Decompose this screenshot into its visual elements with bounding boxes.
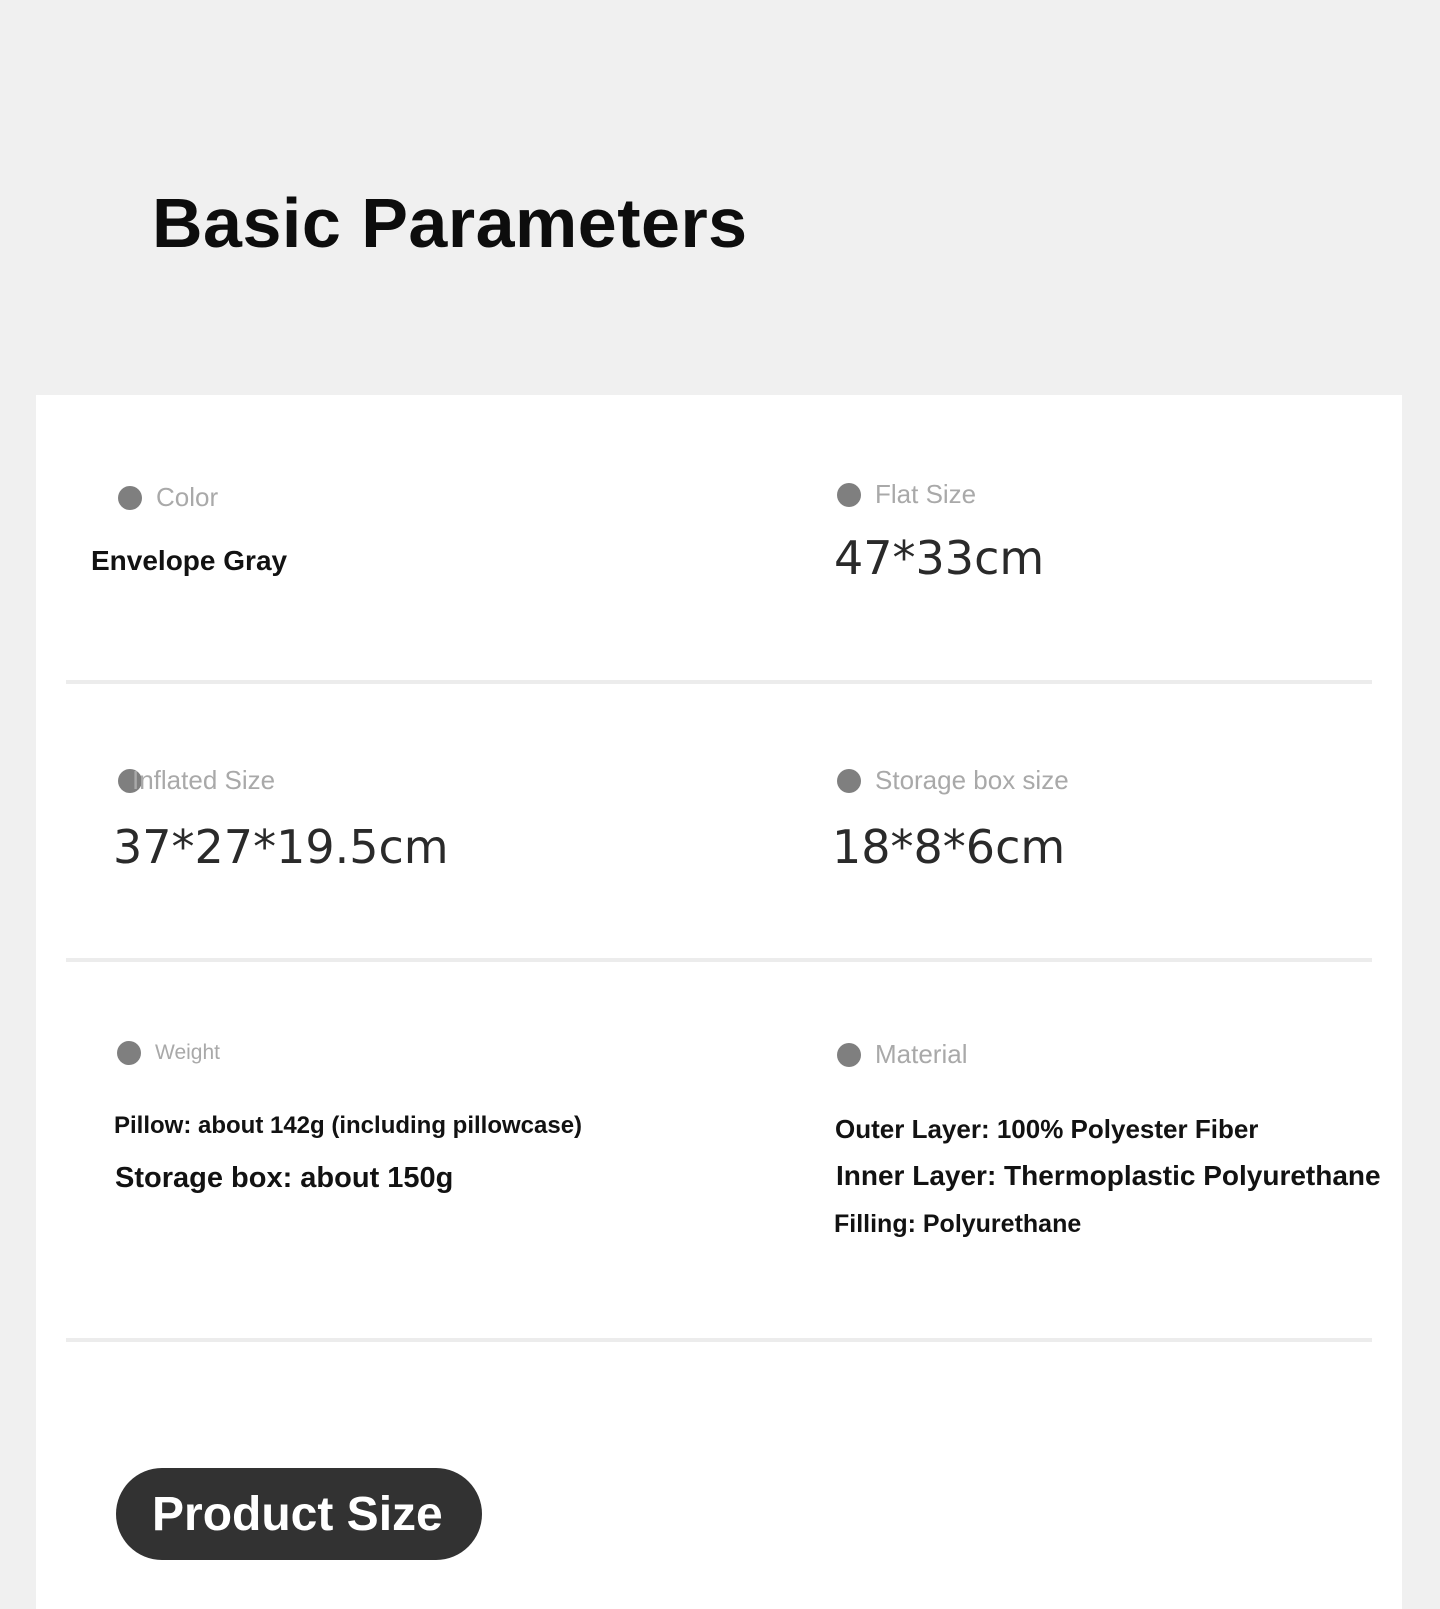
storage-box-size-label: Storage box size (875, 765, 1069, 795)
row-divider (66, 680, 1372, 684)
weight-label-row (117, 1041, 220, 1065)
color-value: Envelope Gray (91, 545, 288, 576)
weight-line: Storage box: about 150g (115, 1162, 454, 1194)
color-label: Color (156, 482, 219, 512)
weight-label: Weight (155, 1041, 220, 1064)
row-divider (66, 958, 1372, 962)
storage-box-size-label-row (837, 765, 1069, 796)
product-size-label: Product Size (152, 1487, 443, 1541)
parameters-panel (36, 395, 1402, 1609)
product-size-button[interactable] (116, 1468, 482, 1560)
storage-box-size-value: 18*8*6cm (832, 820, 1066, 874)
bullet-dot-icon (117, 1041, 141, 1065)
bullet-dot-icon (837, 483, 861, 507)
flat-size-label-row (837, 479, 976, 510)
flat-size-label: Flat Size (875, 479, 977, 509)
material-line: Filling: Polyurethane (834, 1210, 1082, 1238)
material-label-row (837, 1039, 967, 1070)
weight-line: Pillow: about 142g (including pillowcase) (114, 1112, 583, 1139)
color-label-row (118, 482, 218, 513)
bullet-dot-icon (837, 769, 861, 793)
material-line: Outer Layer: 100% Polyester Fiber (835, 1114, 1259, 1144)
inflated-size-label-row (118, 765, 275, 796)
bullet-dot-icon (118, 486, 142, 510)
material-line: Inner Layer: Thermoplastic Polyurethane (836, 1160, 1381, 1191)
bullet-dot-icon (837, 1043, 861, 1067)
inflated-size-label: Inflated Size (132, 765, 276, 795)
row-divider (66, 1338, 1372, 1342)
material-label: Material (875, 1039, 968, 1069)
page-title: Basic Parameters (152, 184, 748, 262)
inflated-size-value: 37*27*19.5cm (113, 820, 449, 874)
flat-size-value: 47*33cm (834, 531, 1045, 585)
